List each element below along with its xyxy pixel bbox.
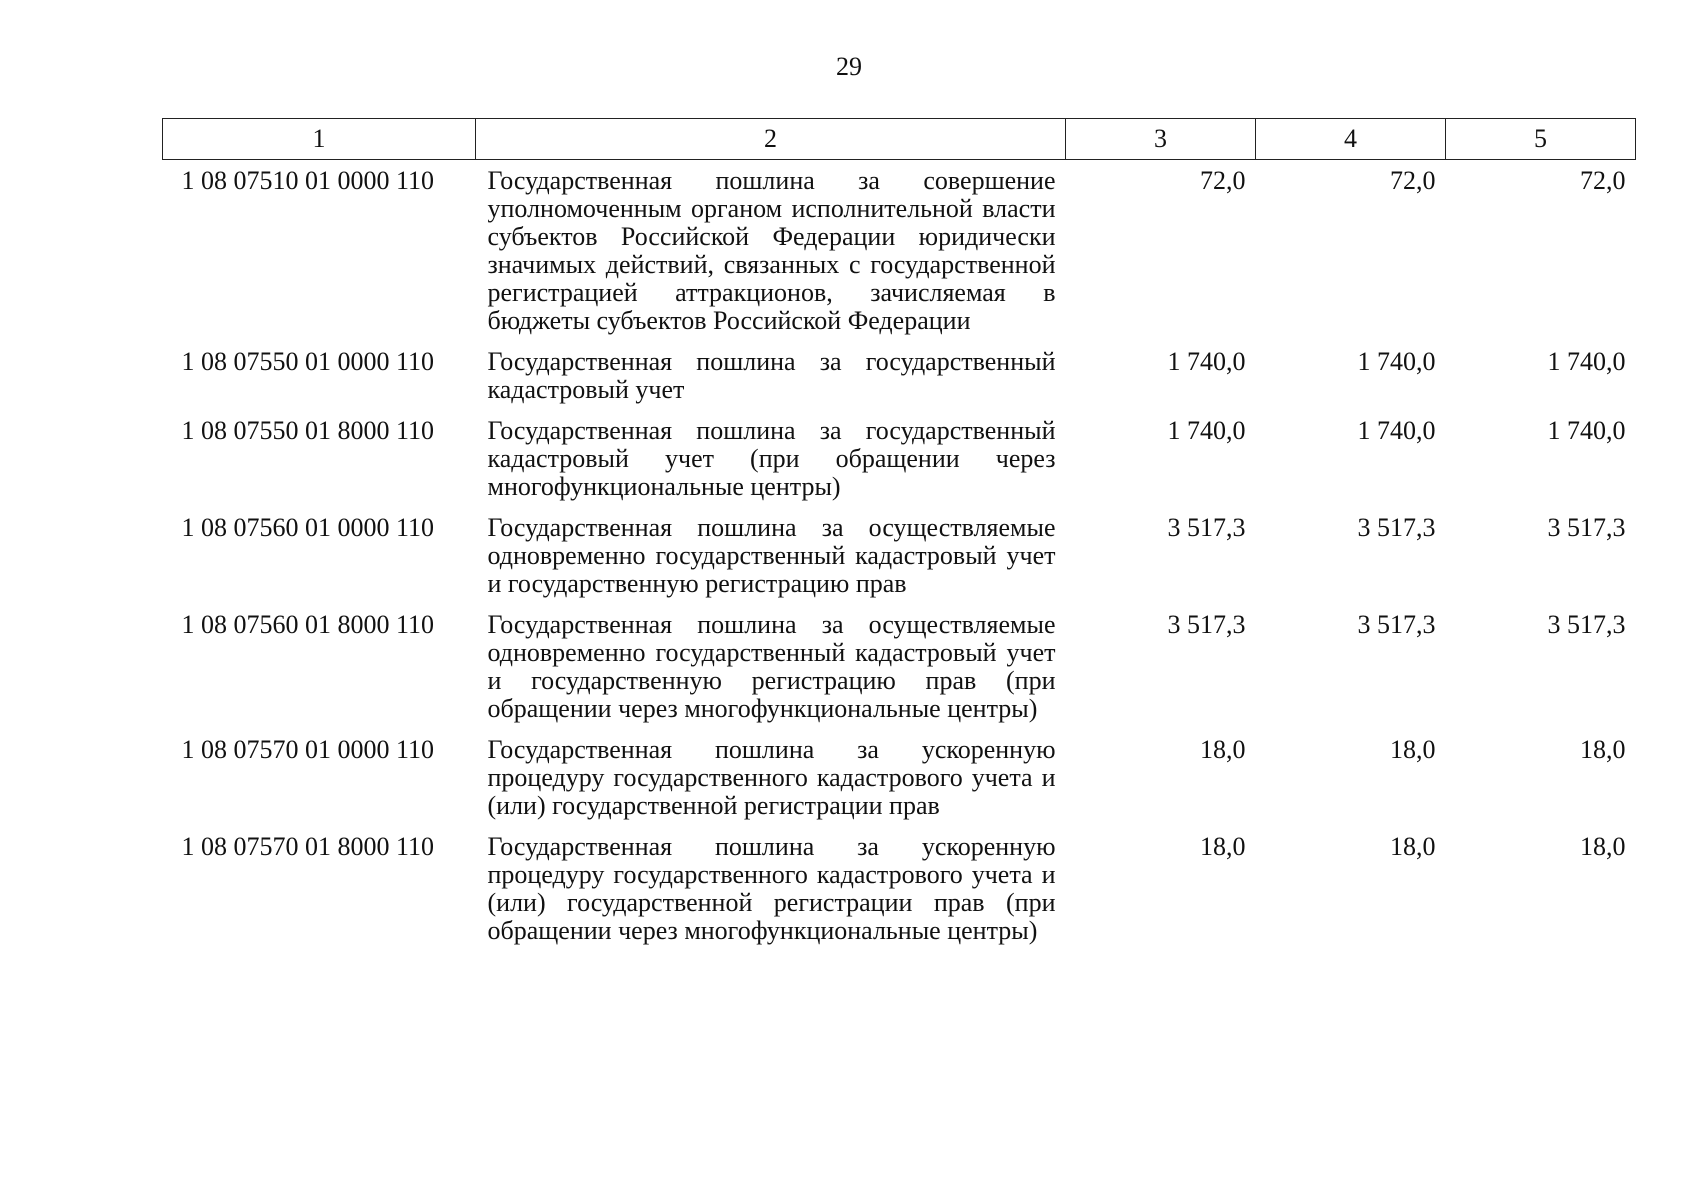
value-col5: 1 740,0 [1547,347,1626,376]
income-code: 1 08 07570 01 8000 110 [181,832,435,861]
table-row [163,736,1636,833]
income-code: 1 08 07570 01 0000 110 [181,735,435,764]
income-code: 1 08 07550 01 0000 110 [181,347,435,376]
table-header-row [163,119,1636,160]
value-col4: 72,0 [1390,166,1436,195]
income-code: 1 08 07560 01 0000 110 [181,513,435,542]
value-col5: 72,0 [1580,166,1626,195]
income-name: Государственная пошлина за осуществляемые одновременно государственный кадастровый учет и государственную регистрацию прав (при обращении через многофункциональные центры) [487,610,1056,723]
income-code: 1 08 07510 01 0000 110 [181,166,435,195]
table-row [163,417,1636,514]
table-row [163,514,1636,611]
income-name: Государственная пошлина за осуществляемые одновременно государственный кадастровый учет и государственную регистрацию прав [487,513,1056,598]
table-row [163,611,1636,736]
column-header-4: 4 [1256,119,1446,160]
column-header-5: 5 [1446,119,1636,160]
page-number: 29 [836,52,862,81]
value-col5: 1 740,0 [1547,416,1626,445]
value-col3: 3 517,3 [1167,610,1246,639]
value-col3: 1 740,0 [1167,347,1246,376]
value-col3: 18,0 [1200,735,1246,764]
income-name: Государственная пошлина за совершение уполномоченным органом исполнительной власти субъектов Российской Федерации юридически значимых действий, связанных с государственной регистрацией аттракционов, зачисляемая в бюджеты субъектов Российской Федерации [487,166,1056,335]
value-col5: 18,0 [1580,832,1626,861]
value-col4: 3 517,3 [1357,513,1436,542]
income-name: Государственная пошлина за ускоренную процедуру государственного кадастрового учета и (или) государственной регистрации прав (при обращении через многофункциональные центры) [487,832,1056,945]
value-col4: 18,0 [1390,735,1436,764]
value-col3: 72,0 [1200,166,1246,195]
income-code: 1 08 07550 01 8000 110 [181,416,435,445]
column-header-2: 2 [476,119,1066,160]
value-col4: 1 740,0 [1357,347,1436,376]
value-col3: 1 740,0 [1167,416,1246,445]
income-name: Государственная пошлина за государственный кадастровый учет (при обращении через многофункциональные центры) [487,416,1056,501]
income-name: Государственная пошлина за государственный кадастровый учет [487,347,1056,404]
column-header-3: 3 [1066,119,1256,160]
income-code: 1 08 07560 01 8000 110 [181,610,435,639]
value-col5: 18,0 [1580,735,1626,764]
column-header-1: 1 [163,119,476,160]
value-col4: 18,0 [1390,832,1436,861]
value-col5: 3 517,3 [1547,513,1626,542]
table-row [163,348,1636,417]
value-col4: 1 740,0 [1357,416,1436,445]
income-name: Государственная пошлина за ускоренную процедуру государственного кадастрового учета и (или) государственной регистрации прав [487,735,1056,820]
value-col4: 3 517,3 [1357,610,1436,639]
table-row [163,833,1636,958]
value-col3: 18,0 [1200,832,1246,861]
value-col3: 3 517,3 [1167,513,1246,542]
table-row [163,160,1636,349]
budget-table [162,118,1636,958]
value-col5: 3 517,3 [1547,610,1626,639]
